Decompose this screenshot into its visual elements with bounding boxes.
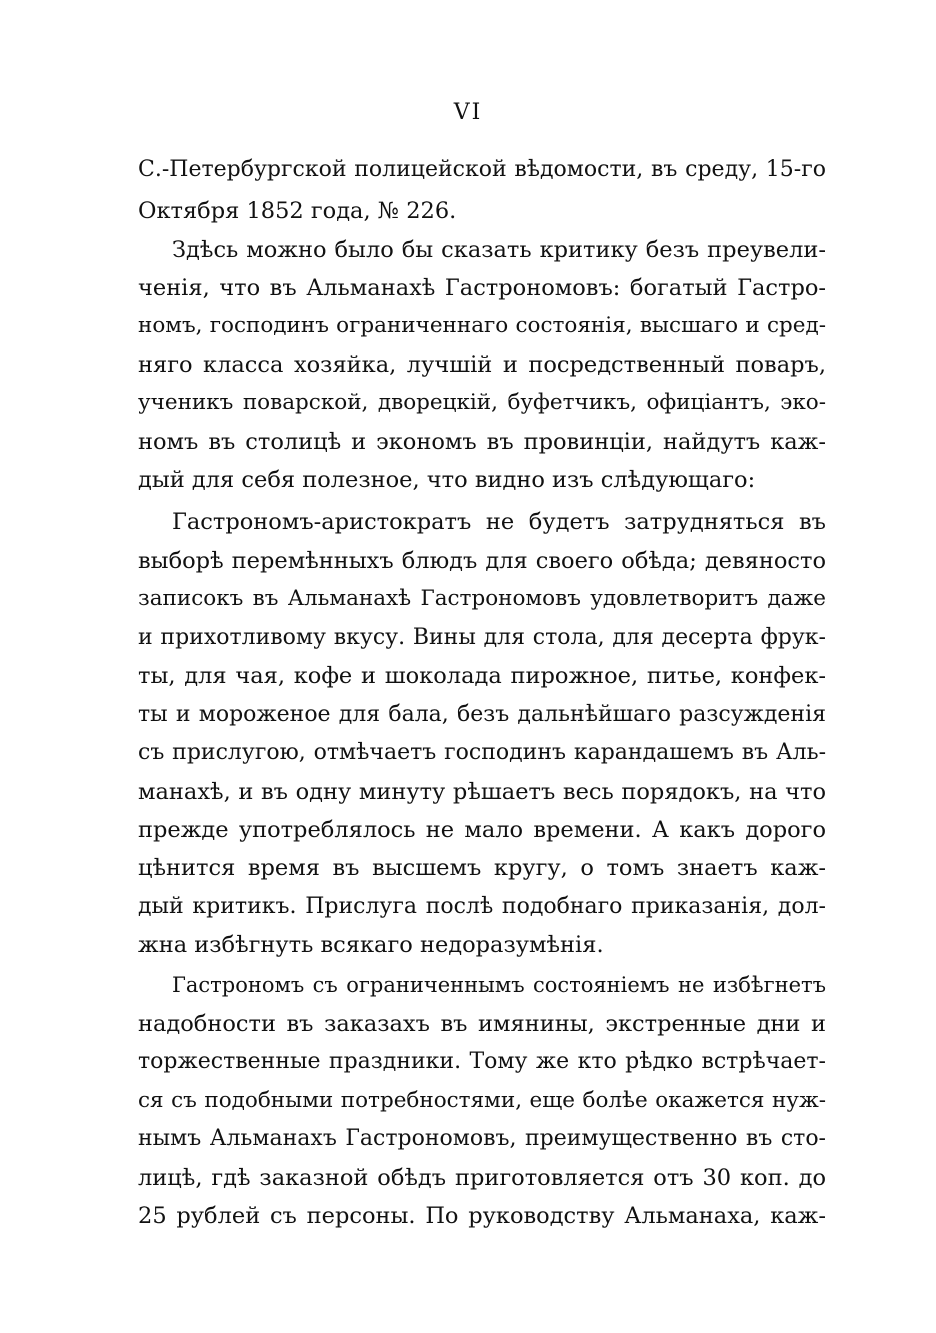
text-line: цѣнится время въ высшемъ кругу, о томъ знаетъ каж-: [138, 855, 826, 881]
paragraph-first-line: Здѣсь можно было бы сказать критику безъ преувели-: [172, 237, 826, 263]
text-line: надобности въ заказахъ въ имянины, экстренные дни и: [138, 1011, 826, 1037]
text-line: дый критикъ. Прислуга послѣ подобнаго приказанія, дол-: [138, 894, 826, 919]
text-line: ученикъ поварской, дворецкій, буфетчикъ, офиціантъ, эко-: [138, 390, 826, 415]
page-number: VI: [453, 100, 483, 125]
text-line: номъ, господинъ ограниченнаго состоянія, высшаго и сред-: [138, 313, 826, 338]
paragraph-first-line: Гастрономъ съ ограниченнымъ состояніемъ не избѣгнетъ: [172, 973, 826, 997]
text-line: дый для себя полезное, что видно изъ слѣдующаго:: [138, 467, 756, 493]
text-line: ченія, что въ Альманахѣ Гастрономовъ: богатый Гастро-: [138, 275, 826, 301]
text-line: няго класса хозяйка, лучшій и посредственный поваръ,: [138, 352, 826, 378]
text-line: манахѣ, и въ одну минуту рѣшаетъ весь порядокъ, на что: [138, 779, 826, 805]
text-line: 25 рублей съ персоны. По руководству Альманаха, каж-: [138, 1203, 826, 1229]
text-line: и прихотливому вкусу. Вины для стола, для десерта фрук-: [138, 625, 826, 650]
text-line: нымъ Альманахъ Гастрономовъ, преимущественно въ сто-: [138, 1126, 826, 1151]
text-line: ты и мороженое для бала, безъ дальнѣйшаго разсужденія: [138, 702, 826, 727]
text-line: Октября 1852 года, № 226.: [138, 198, 457, 224]
text-line: съ прислугою, отмѣчаетъ господинъ карандашемъ въ Аль-: [138, 740, 826, 765]
text-line: С.-Петербургской полицейской вѣдомости, въ среду, 15-го: [138, 157, 826, 182]
text-line: номъ въ столицѣ и экономъ въ провинціи, найдутъ каж-: [138, 429, 826, 455]
text-line: ты, для чая, кофе и шоколада пирожное, питье, конфек-: [138, 663, 826, 689]
text-line: выборѣ перемѣнныхъ блюдъ для своего обѣда; девяносто: [138, 548, 826, 574]
text-line: ся съ подобными потребностями, еще болѣе окажется нуж-: [138, 1088, 826, 1113]
text-line: записокъ въ Альманахѣ Гастрономовъ удовлетворитъ даже: [138, 586, 826, 611]
text-line: жна избѣгнуть всякаго недоразумѣнія.: [138, 932, 604, 958]
paragraph-first-line: Гастрономъ-аристократъ не будетъ затрудняться въ: [172, 509, 826, 535]
text-line: прежде употреблялось не мало времени. А какъ дорого: [138, 817, 826, 843]
text-line: лицѣ, гдѣ заказной обѣдъ приготовляется отъ 30 коп. до: [138, 1165, 826, 1191]
text-line: торжественные праздники. Тому же кто рѣдко встрѣчает-: [138, 1049, 826, 1074]
